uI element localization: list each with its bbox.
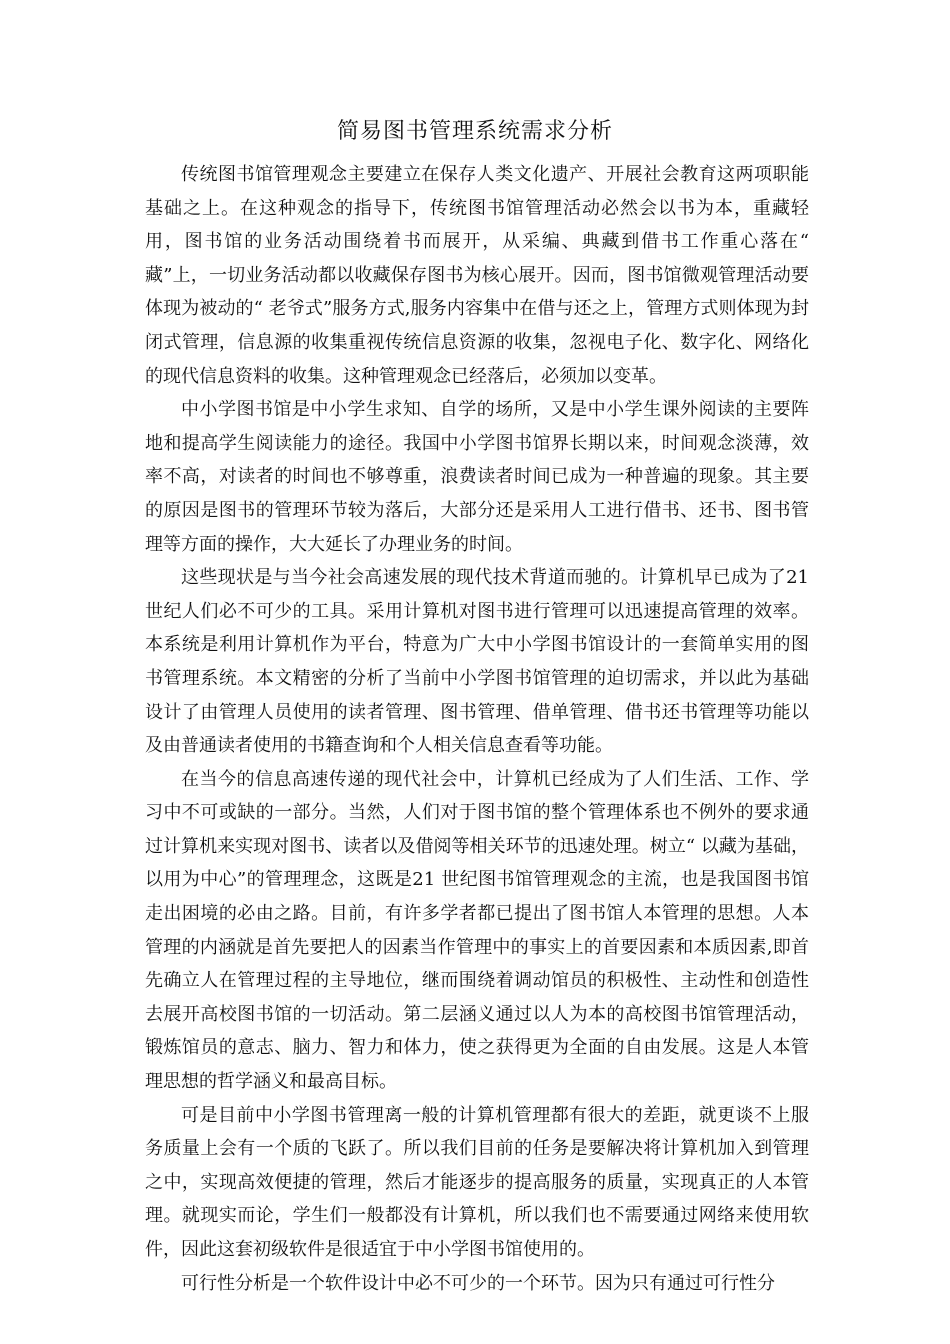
paragraph-2: 中小学图书馆是中小学生求知、自学的场所，又是中小学生课外阅读的主要阵地和提高学生阅读能力的途径。我国中小学图书馆界长期以来，时间观念淡薄，效率不高，对读者的时间也不够尊重，浪费读者时间已成为一种普遍的现象。其主要的原因是图书的管理环节较为落后，大部分还是采用人工进行借书、还书、图书管理等方面的操作，大大延长了办理业务的时间。 [145,399,809,555]
paragraph-5: 可是目前中小学图书管理离一般的计算机管理都有很大的差距，就更谈不上服务质量上会有一个质的飞跃了。所以我们目前的任务是要解决将计算机加入到管理之中，实现高效便捷的管理，然后才能逐步的提高服务的质量，实现真正的人本管理。就现实而论，学生们一般都没有计算机，所以我们也不需要通过网络来使用软件，因此这套初级软件是很适宜于中小学图书馆使用的。 [145,1104,809,1260]
paragraph-3: 这些现状是与当今社会高速发展的现代技术背道而驰的。计算机早已成为了21 世纪人们必不可少的工具。采用计算机对图书进行管理可以迅速提高管理的效率。本系统是利用计算机作为平台，特意为广大中小学图书馆设计的一套简单实用的图书管理系统。本文精密的分析了当前中小学图书馆管理的迫切需求，并以此为基础设计了由管理人员使用的读者管理、图书管理、借单管理、借书还书管理等功能以及由普通读者使用的书籍查询和个人相关信息查看等功能。 [145,567,809,757]
paragraph-4: 在当今的信息高速传递的现代社会中，计算机已经成为了人们生活、工作、学习中不可或缺的一部分。当然，人们对于图书馆的整个管理体系也不例外的要求通过计算机来实现对图书、读者以及借阅等相关环节的迅速处理。树立“ 以藏为基础，以用为中心”的管理理念，这既是21 世纪图书馆管理观念的主流，也是我国图书馆走出困境的必由之路。目前，有许多学者都已提出了图书馆人本管理的思想。人本管理的内涵就是首先要把人的因素当作管理中的事实上的首要因素和本质因素,即首先确立人在管理过程的主导地位，继而围绕着调动馆员的积极性、主动性和创造性去展开高校图书馆的一切活动。第二层涵义通过以人为本的高校图书馆管理活动，锻炼馆员的意志、脑力、智力和体力，使之获得更为全面的自由发展。这是人本管理思想的哲学涵义和最高目标。 [145,768,809,1093]
paragraph-1: 传统图书馆管理观念主要建立在保存人类文化遗产、开展社会教育这两项职能基础之上。在这种观念的指导下，传统图书馆管理活动必然会以书为本，重藏轻用，图书馆的业务活动围绕着书而展开，从采编、典藏到借书工作重心落在“ 藏”上，一切业务活动都以收藏保存图书为核心展开。因而，图书馆微观管理活动要体现为被动的“ 老爷式”服务方式,服务内容集中在借与还之上，管理方式则体现为封闭式管理，信息源的收集重视传统信息资源的收集，忽视电子化、数字化、网络化的现代信息资料的收集。这种管理观念已经落后，必须加以变革。 [145,164,809,387]
paragraph-6: 可行性分析是一个软件设计中必不可少的一个环节。因为只有通过可行性分 [181,1272,775,1294]
document-title: 简易图书管理系统需求分析 [336,119,613,144]
document-body [145,158,809,1300]
